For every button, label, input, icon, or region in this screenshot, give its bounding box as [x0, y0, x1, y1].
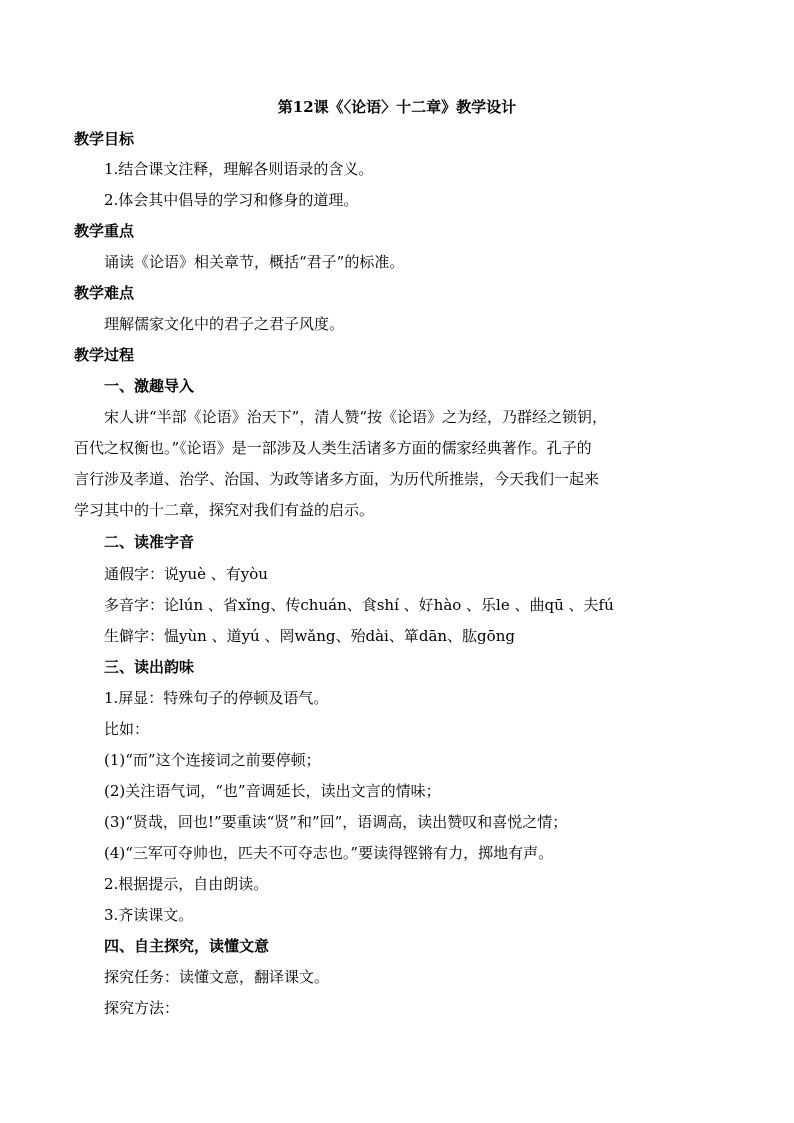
part4-method: 探究方法：: [104, 999, 180, 1017]
part1-line-1: 宋人讲“半部《论语》治天下”，清人赞“按《论语》之为经，乃群经之锁钥，: [104, 408, 608, 426]
part3-item-3: (3)“贤哉，回也!”要重读“贤”和”回”，语调高，读出赞叹和喜悦之情；: [104, 813, 568, 831]
difficulties-text: 理解儒家文化中的君子之君子风度。: [104, 315, 345, 333]
part1-line-3: 言行涉及孝道、治学、治国、为政等诸多方面，为历代所推崇，今天我们一起来: [74, 470, 600, 488]
part4-heading: 四、自主探究，读懂文意: [104, 937, 270, 955]
part3-item-4: (4)“三军可夺帅也，匹夫不可夺志也。”要读得铿锵有力，掷地有声。: [104, 844, 554, 862]
heading-process: 教学过程: [74, 346, 135, 364]
heading-goals: 教学目标: [74, 130, 135, 148]
goal-item-1: 1.结合课文注释，理解各则语录的含义。: [104, 160, 374, 178]
part1-line-2: 百代之权衡也。”《论语》是一部涉及人类生活诸多方面的儒家经典著作。孔子的: [74, 439, 592, 457]
document-title: 第12课《〈论语〉十二章》教学设计: [277, 98, 517, 116]
part1-line-4: 学习其中的十二章，探究对我们有益的启示。: [74, 501, 375, 519]
part3-item-1: (1)“而”这个连接词之前要停顿；: [104, 751, 321, 769]
heading-difficulties: 教学难点: [74, 284, 135, 302]
tongjia-line: 通假字：说yuè 、有yòu: [104, 565, 268, 583]
duoyin-line: 多音字：论lún 、省xǐng、传chuán、食shí 、好hào 、乐le 、曲qū 、夫fú: [104, 596, 614, 614]
part3-heading: 三、读出韵味: [104, 658, 195, 676]
heading-key-points: 教学重点: [74, 222, 135, 240]
goal-item-2: 2.体会其中倡导的学习和修身的道理。: [104, 191, 359, 209]
part4-task: 探究任务：读懂文意，翻译课文。: [104, 968, 330, 986]
part3-item-2: (2)关注语气词，“也”音调延长，读出文言的情味；: [104, 782, 441, 800]
part3-step3: 3.齐读课文。: [104, 906, 194, 924]
part2-heading: 二、读准字音: [104, 533, 195, 551]
part3-step2: 2.根据提示，自由朗读。: [104, 875, 269, 893]
shengpi-line: 生僻字：愠yùn 、道yú 、罔wǎng、殆dài、箪dān、肱gōng: [104, 627, 515, 645]
part3-example-label: 比如：: [104, 720, 150, 738]
key-points-text: 诵读《论语》相关章节，概括“君子”的标准。: [104, 253, 405, 271]
part3-step1: 1.屏显：特殊句子的停顿及语气。: [104, 689, 329, 707]
part1-heading: 一、激趣导入: [104, 377, 195, 395]
